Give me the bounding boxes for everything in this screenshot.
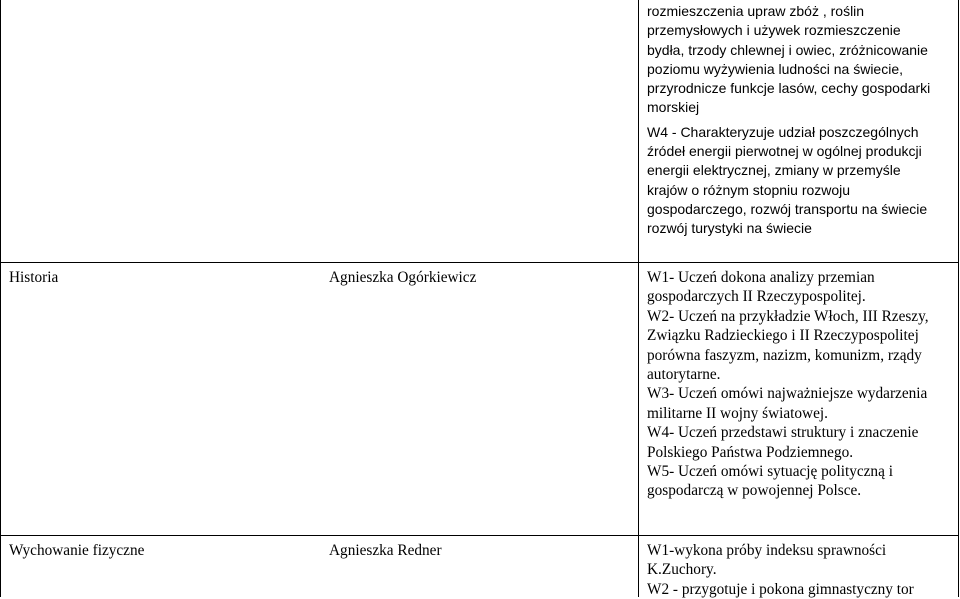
content-line: W1-wykona próby indeksu sprawności [647,542,887,559]
content-line: rozmieszczenia upraw zbóż , roślin [647,3,865,19]
content-line: W2- Uczeń na przykładzie Włoch, III Rzeszy, [647,307,929,325]
content-line: krajów o różnym stopniu rozwoju [647,181,851,198]
table-row-divider [0,535,959,536]
content-line: poziomu wyżywienia ludności na świecie, [647,60,904,77]
teacher-cell-historia: Agnieszka Ogórkiewicz [329,269,477,286]
subject-cell-historia: Historia [9,269,59,286]
learning-outcomes-block-w4 [647,123,930,239]
content-cell-historia [647,268,929,501]
content-line: autorytarne. [647,366,721,384]
content-line: bydła, trzody chlewnej i owiec, zróżnicowanie [647,41,928,58]
learning-outcomes-block [647,2,930,118]
content-cell-wychowanie-fizyczne [647,541,914,599]
content-line: W1- Uczeń dokona analizy przemian [647,269,875,286]
content-line: W4 - Charakteryzuje udział poszczególnych [647,123,919,140]
content-line: W4- Uczeń przedstawi struktury i znaczenie [647,424,919,442]
content-line: W2 - przygotuje i pokona gimnastyczny tor [647,580,914,598]
content-line: gospodarczego, rozwój transportu na świecie [647,200,928,217]
content-line: przyrodnicze funkcje lasów, cechy gospodarki [647,80,931,97]
content-line: K.Zuchory. [647,561,717,579]
teacher-cell-wychowanie-fizyczne: Agnieszka Redner [329,542,442,559]
content-line: Polskiego Państwa Podziemnego. [647,443,854,461]
content-line: Związku Radzieckiego i II Rzeczypospolitej [647,327,919,345]
table-row-divider [0,262,959,263]
content-line: rozwój turystyki na świecie [647,220,812,237]
content-line: energii elektrycznej, zmiany w przemyśle [647,162,901,179]
table-border-right [958,0,959,597]
content-line: źródeł energii pierwotnej w ogólnej produkcji [647,143,922,160]
content-line: militarne II wojny światowej. [647,404,828,422]
table-column-divider [638,0,639,597]
content-line: porówna faszyzm, nazizm, komunizm, rządy [647,346,922,364]
content-line: W5- Uczeń omówi sytuację polityczną i [647,463,893,481]
content-line: morskiej [647,99,700,116]
table-border-left [0,0,1,597]
content-line: W3- Uczeń omówi najważniejsze wydarzenia [647,385,928,403]
content-line: gospodarczych II Rzeczypospolitej. [647,288,866,306]
table-row-geography-continued [647,2,930,239]
subject-cell-wychowanie-fizyczne: Wychowanie fizyczne [9,542,145,559]
content-line: gospodarczą w powojennej Polsce. [647,482,862,500]
content-line: przemysłowych i używek rozmieszczenie [647,22,901,39]
